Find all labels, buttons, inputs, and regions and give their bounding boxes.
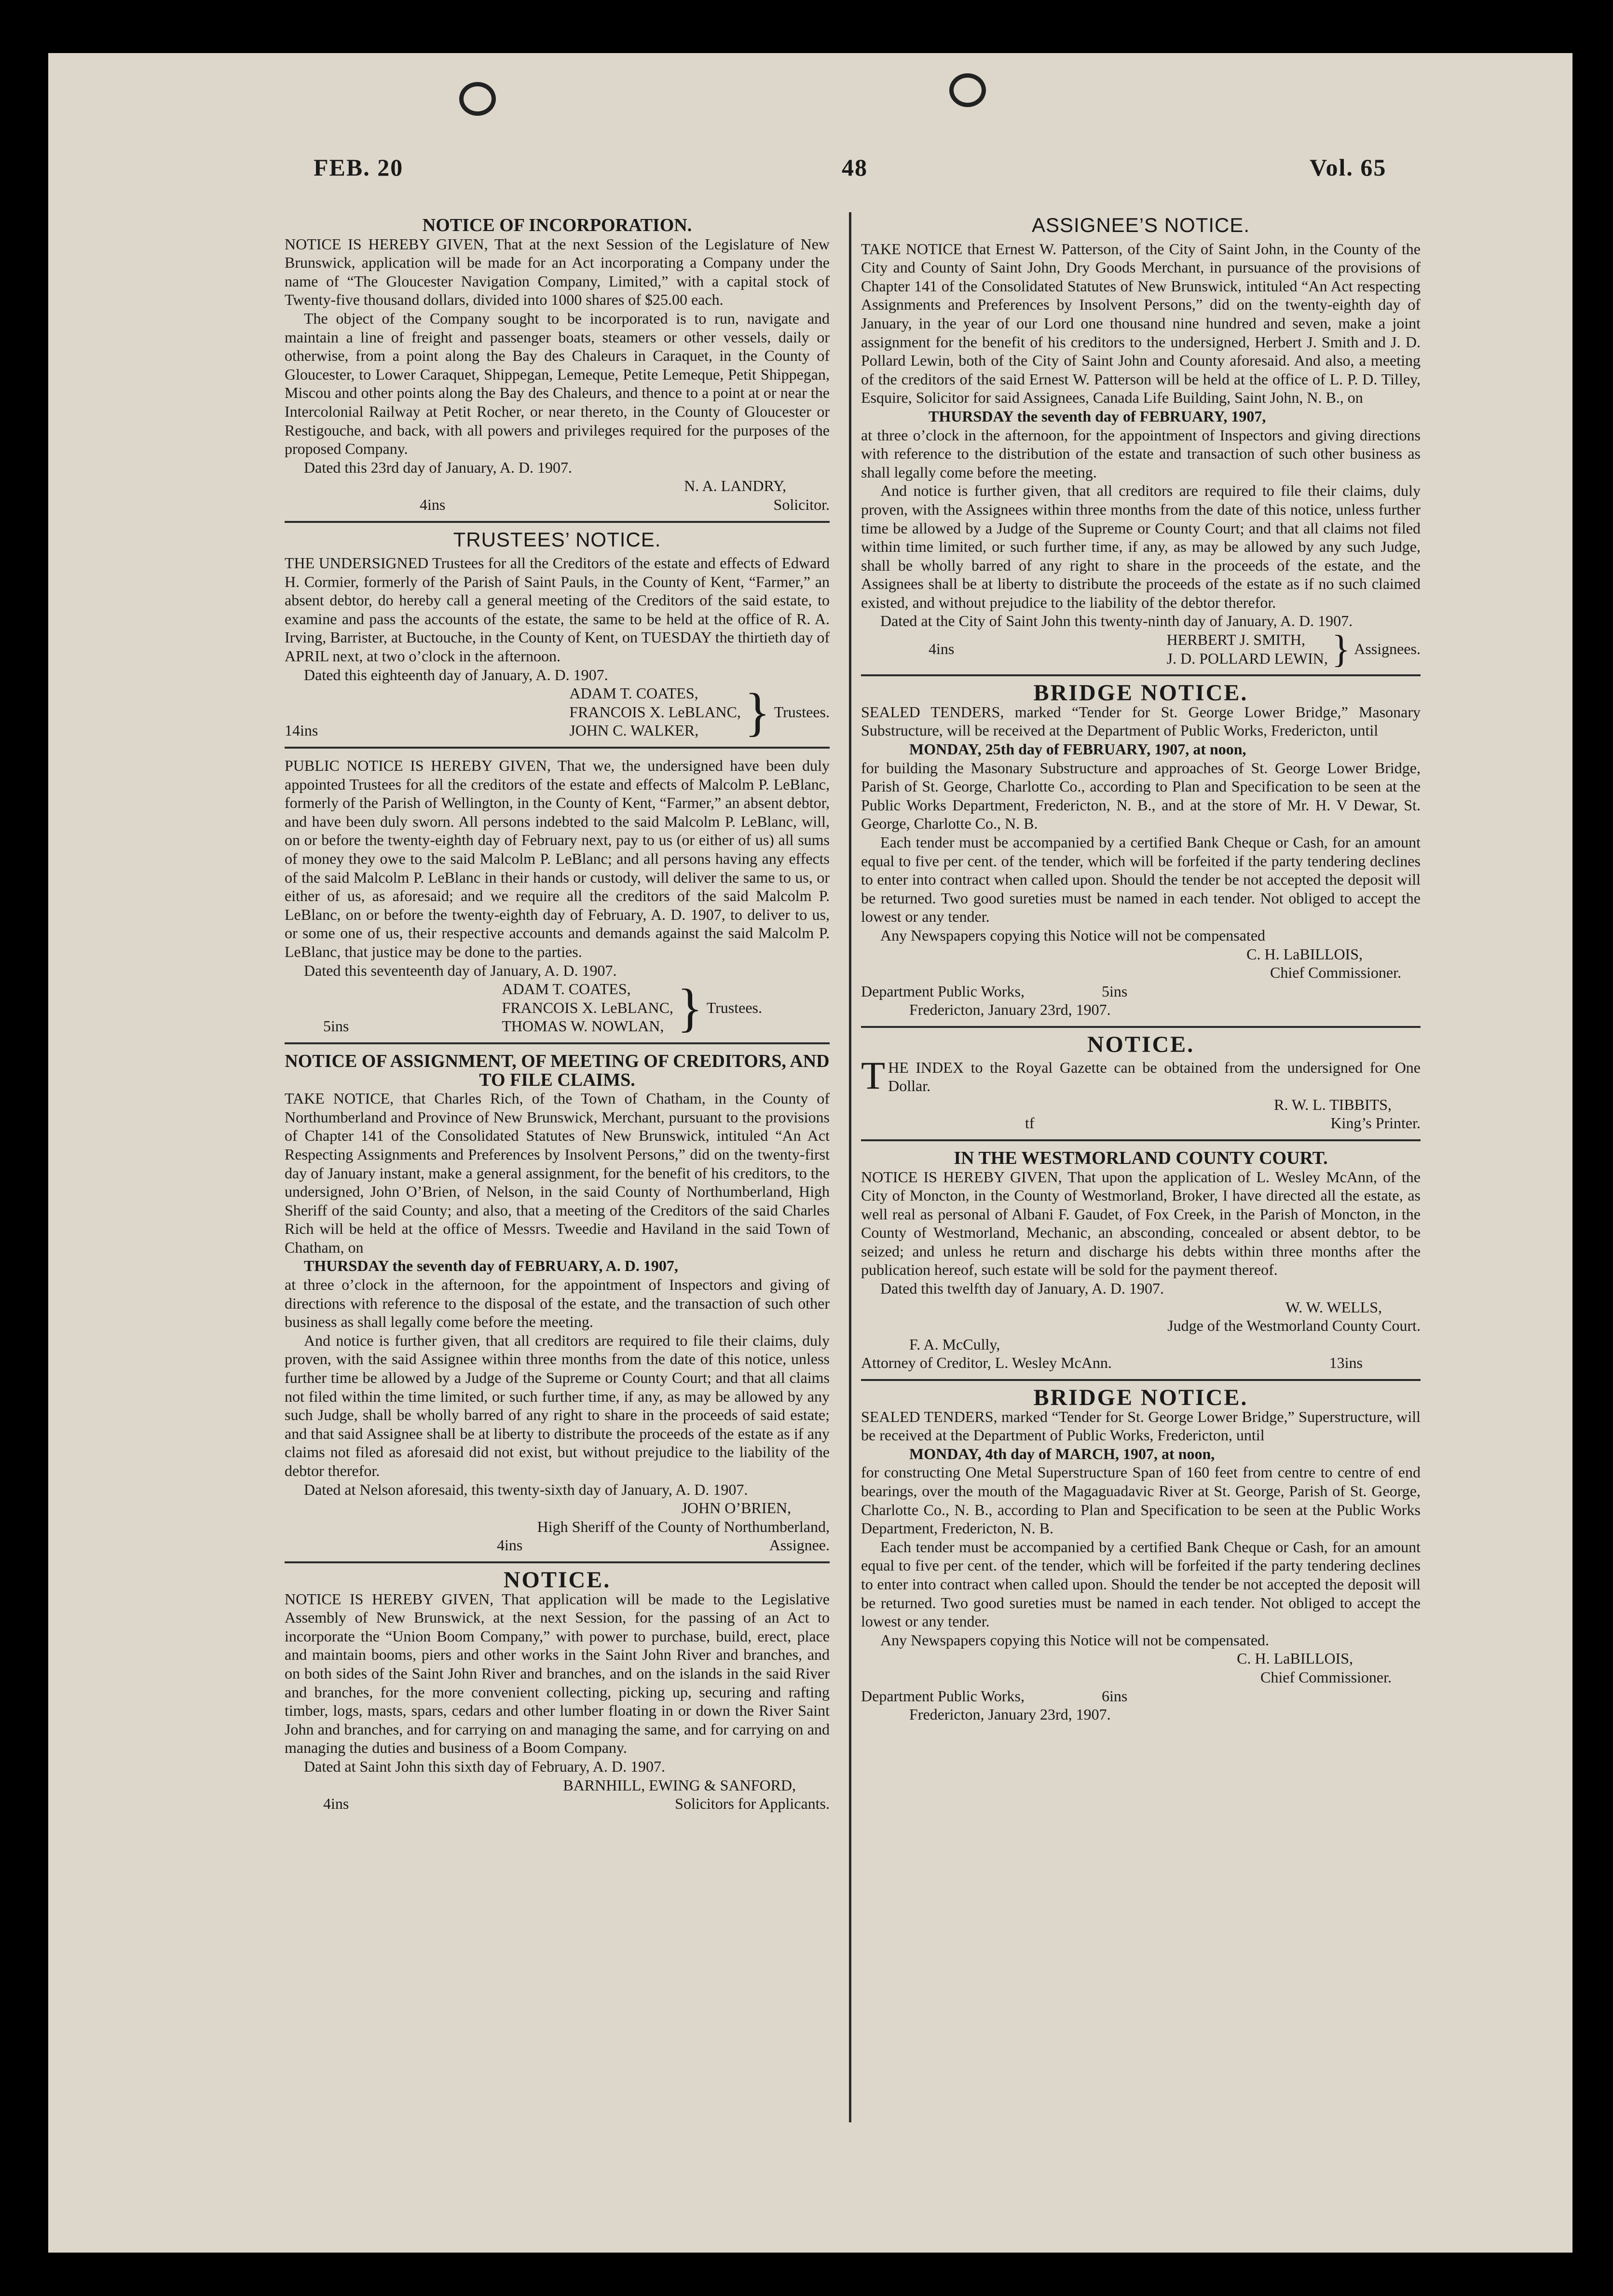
notice-paragraph: for constructing One Metal Superstructure Span of 160 feet from centre to centre of end bearings, over the mouth of the Magaguadavic River at St. George, Parish of St. George, Charlotte Co., N. B., according to Plan and Specification to be seen at the Public Works Department, Fredericton, N. B. [861, 1463, 1421, 1537]
insertion-count: 14ins [285, 722, 318, 739]
notice-paragraph: And notice is further given, that all creditors are required to file their claims, duly proven, with the Assignees within three months from the date of this notice, unless further time be allowed by a Judge of the Supreme or County Court; and that all claims not filed within time limited, or such further time, if any, as may be allowed by any such Judge, shall be wholly barred of any right to share in the proceeds of the estate, and the Assignees shall be at liberty to distribute the proceeds of the estate as if no such claimed existed, and without prejudice to the liability of the debtor therefor. [861, 482, 1421, 611]
header-page-number: 48 [842, 154, 868, 181]
insertion-code: tf [1025, 1114, 1035, 1132]
dated-line: Dated this twelfth day of January, A. D. 1907. [880, 1280, 1164, 1298]
place-date: Fredericton, January 23rd, 1907. [909, 1706, 1111, 1723]
binding-hole [949, 73, 986, 107]
insertion-count: 4ins [929, 640, 955, 658]
signer: C. H. LaBILLOIS, [1237, 1650, 1353, 1667]
place-date: Fredericton, January 23rd, 1907. [909, 1001, 1111, 1019]
dated-line: Dated this seventeenth day of January, A. D. 1907. [304, 961, 617, 979]
notice-paragraph: SEALED TENDERS, marked “Tender for St. George Lower Bridge,” Masonary Substructure, will be received at the Department of Public Works, Fredericton, until [861, 703, 1421, 739]
trustee-name: ADAM T. COATES, [569, 684, 698, 702]
notice-title: NOTICE. [503, 1567, 611, 1593]
dated-line: Dated at Saint John this sixth day of February, A. D. 1907. [304, 1757, 665, 1775]
brace: } [677, 978, 703, 1038]
insertion-count: 4ins [497, 1536, 523, 1554]
tender-deadline: MONDAY, 25th day of FEBRUARY, 1907, at noon, [909, 740, 1246, 758]
insertion-count: 4ins [323, 1795, 349, 1813]
signer: JOHN O’BRIEN, [681, 1499, 791, 1517]
dated-line: Dated this eighteenth day of January, A. D. 1907. [304, 666, 608, 683]
notice-paragraph: for building the Masonary Substructure and approaches of St. George Lower Bridge, Parish of St. George, Charlotte Co., according to Plan and Specification to be seen at the Public Works Department, Fredericton, N. B., and at the store of Mr. H. V Dewar, St. George, Charlotte Co., N. B. [861, 759, 1421, 833]
drop-cap: T [861, 1053, 886, 1097]
notice-paragraph: NOTICE IS HEREBY GIVEN, That upon the application of L. Wesley McAnn, of the City of Moncton, in the County of Westmorland, Broker, I have directed all the estate, as well real as personal of Albani F. Gaudet, of Fox Creek, in the Parish of Moncton, in the County of Westmorland, Mechanic, an absconding, concealed or absent debtor, to be seized; and unless he return and discharge his debts within three months after the publication hereof, such estate will be sold for the payment thereof. [861, 1168, 1421, 1279]
left-column [285, 216, 830, 1813]
trustee-name: FRANCOIS X. LeBLANC, [502, 998, 673, 1016]
notice-paragraph: SEALED TENDERS, marked “Tender for St. George Lower Bridge,” Superstructure, will be received at the Department of Public Works, Fredericton, until [861, 1408, 1421, 1444]
notice-title: ASSIGNEE’S NOTICE. [1031, 214, 1250, 236]
divider [861, 1379, 1421, 1381]
dated-line: Dated this 23rd day of January, A. D. 1907. [304, 458, 573, 476]
trustee-name: THOMAS W. NOWLAN, [502, 1017, 664, 1035]
assignee-name: HERBERT J. SMITH, [1166, 631, 1305, 649]
signer-role: Solicitor. [773, 495, 830, 513]
trustee-name: FRANCOIS X. LeBLANC, [569, 703, 741, 721]
divider [285, 521, 830, 523]
header-date: FEB. 20 [314, 154, 404, 181]
notice-paragraph: THE UNDERSIGNED Trustees for all the Creditors of the estate and effects of Edward H. Cormier, formerly of the Parish of Saint Pauls, in the County of Kent, “Farmer,” an absent debtor, do hereby call a general meeting of the Creditors of the said estate, to examine and pass the accounts of the estate, the same to be held at the office of R. A. Irving, Barrister, at Buctouche, in the County of Kent, on TUESDAY the thirtieth day of APRIL next, at two o’clock in the afternoon. [285, 554, 830, 665]
notice-title: IN THE WESTMORLAND COUNTY COURT. [954, 1148, 1328, 1168]
divider [285, 1042, 830, 1044]
insertion-count: 6ins [1102, 1687, 1128, 1705]
notice-paragraph: NOTICE IS HEREBY GIVEN, That at the next Session of the Legislature of New Brunswick, application will be made for an Act incorporating a Company under the name of “The Gloucester Navigation Company, Limited,” with a capital stock of Twenty-five thousand dollars, divided into 1000 shares of $25.00 each. [285, 235, 830, 309]
divider [861, 1139, 1421, 1141]
signer-role: Trustees. [706, 998, 762, 1016]
header-volume: Vol. 65 [1310, 154, 1387, 181]
notice-paragraph: Each tender must be accompanied by a certified Bank Cheque or Cash, for an amount equal to five per cent. of the tender, which will be forfeited if the party tendering declines to enter into contract when called upon. Should the tender be not accepted the deposit will be returned. Two good sureties must be named in each tender. Not obliged to accept the lowest or any tender. [861, 834, 1421, 926]
department: Department Public Works, [861, 982, 1025, 1000]
divider [861, 1026, 1421, 1028]
signer-role: Chief Commissioner. [1260, 1668, 1392, 1686]
attorney-role: Attorney of Creditor, L. Wesley McAnn. [861, 1354, 1112, 1372]
brace: } [1331, 628, 1351, 670]
column-divider [849, 212, 851, 2122]
signer-role: Judge of the Westmorland County Court. [1167, 1317, 1421, 1335]
notice-title: NOTICE OF ASSIGNMENT, OF MEETING OF CREDITORS, AND TO FILE CLAIMS. [285, 1051, 830, 1090]
notice-paragraph: HE INDEX to the Royal Gazette can be obtained from the undersigned for One Dollar. [888, 1058, 1421, 1095]
notice-paragraph: And notice is further given, that all creditors are required to file their claims, duly proven, with the said Assignee within three months from the date of this notice, unless further time be allowed by a Judge of the Supreme or County Court; and that all claims not filed within the time limited, or such further time, if any, as may be allowed by any such Judge, shall be wholly barred of any right to share in the proceeds of said estate; and that said Assignee shall be at liberty to distribute the proceeds of the estate as if any claims not filed as aforesaid did not exist, but without prejudice to the liability of the debtor therefor. [285, 1331, 830, 1479]
divider [285, 747, 830, 749]
notice-title: NOTICE. [1087, 1031, 1195, 1057]
meeting-date: THURSDAY the seventh day of FEBRUARY, 1907, [929, 407, 1266, 425]
trustee-name: ADAM T. COATES, [502, 980, 631, 998]
notice-title: BRIDGE NOTICE. [1033, 680, 1248, 706]
signer-role: Assignees. [1354, 640, 1421, 658]
signer: W. W. WELLS, [1285, 1298, 1382, 1316]
notice-paragraph: TAKE NOTICE, that Charles Rich, of the Town of Chatham, in the County of Northumberland and Province of New Brunswick, Merchant, pursuant to the provisions of Chapter 141 of the Consolidated Statutes of New Brunswick, intituled “An Act Respecting Assignments and Preferences by Insolvent Persons,” did on the twenty-first day of January instant, make a general assignment, for the benefit of his creditors, to the undersigned, John O’Brien, of Nelson, in the said County of Northumberland, High Sheriff of the said County; and also, that a meeting of the Creditors of the said Charles Rich will be held at the office of Messrs. Tweedie and Haviland in the said Town of Chatham, on [285, 1090, 830, 1256]
attorney: F. A. McCully, [909, 1335, 1000, 1353]
notice-title: BRIDGE NOTICE. [1033, 1385, 1248, 1411]
signer-role: High Sheriff of the County of Northumberland, [537, 1517, 830, 1535]
divider [285, 1561, 830, 1563]
notice-title: TRUSTEES’ NOTICE. [453, 528, 661, 551]
notice-paragraph: Any Newspapers copying this Notice will not be compensated. [880, 1631, 1270, 1649]
insertion-count: 13ins [1329, 1354, 1363, 1372]
tender-deadline: MONDAY, 4th day of MARCH, 1907, at noon, [909, 1445, 1215, 1462]
divider [861, 674, 1421, 676]
signer: BARNHILL, EWING & SANFORD, [563, 1776, 796, 1794]
insertion-count: 5ins [1102, 982, 1128, 1000]
binding-hole [459, 82, 496, 116]
insertion-count: 5ins [323, 1017, 349, 1035]
insertion-count: 4ins [420, 495, 446, 513]
trustee-name: JOHN C. WALKER, [569, 722, 699, 739]
notice-paragraph: Each tender must be accompanied by a certified Bank Cheque or Cash, for an amount equal to five per cent. of the tender, which will be forfeited if the party tendering declines to enter into contract when called upon. Should the tender be not accepted the deposit will be returned. Two good sureties must be named in each tender. Not obliged to accept the lowest or any tender. [861, 1538, 1421, 1630]
signer-role: Assignee. [769, 1536, 830, 1554]
signer: C. H. LaBILLOIS, [1246, 945, 1363, 963]
notice-paragraph: The object of the Company sought to be incorporated is to run, navigate and maintain a line of freight and passenger boats, steamers or other vessels, daily or otherwise, from a point along the Bay des Chaleurs in Caraquet, in the County of Gloucester, to Lower Caraquet, Shippegan, Lemeque, Petite Lemeque, Petit Shippegan, Miscou and other points along the Bay des Chaleurs, and thence to a point at or near the Intercolonial Railway at Petit Rocher, or near thereto, in the County of Gloucester or Restigouche, and back, with all powers and privileges required for the purposes of the proposed Company. [285, 309, 830, 458]
notice-paragraph: PUBLIC NOTICE IS HEREBY GIVEN, That we, the undersigned have been duly appointed Trustees for all the creditors of the estate and effects of Malcolm P. LeBlanc, formerly of the Parish of Wellington, in the County of Kent, “Farmer,” an absent debtor, and have been duly sworn. All persons indebted to the said Malcolm P. LeBlanc, will, on or before the twenty-eighth day of February next, pay to us (or either of us) all sums of money they owe to the said Malcolm P. LeBlanc; and all persons having any effects of the said Malcolm P. LeBlanc in their hands or custody, will deliver the same to us, or either of us, as aforesaid; and we require all the creditors of the said Malcolm P. LeBlanc, on or before the twenty-eighth day of February, A. D. 1907, to deliver to us, or some one of us, their respective accounts and demands against the said Malcolm P. LeBlanc, that justice may be done to the parties. [285, 757, 830, 960]
dated-line: Dated at the City of Saint John this twenty-ninth day of January, A. D. 1907. [880, 612, 1353, 630]
signer-role: Chief Commissioner. [1270, 964, 1401, 982]
department: Department Public Works, [861, 1687, 1025, 1705]
signer: R. W. L. TIBBITS, [1274, 1095, 1392, 1113]
signer-role: Trustees. [774, 703, 830, 721]
meeting-date: THURSDAY the seventh day of FEBRUARY, A. D. 1907, [304, 1257, 678, 1275]
dated-line: Dated at Nelson aforesaid, this twenty-sixth day of January, A. D. 1907. [304, 1480, 748, 1498]
notice-paragraph: Any Newspapers copying this Notice will not be compensated [880, 926, 1266, 944]
right-column [861, 216, 1421, 1724]
notice-paragraph: NOTICE IS HEREBY GIVEN, That application will be made to the Legislative Assembly of New Brunswick, at the next Session, for the passing of an Act to incorporate the “Union Boom Company,” with power to purchase, build, erect, place and maintain booms, piers and other works in the Saint John River and branches, and on both sides of the Saint John River and branches, and on the islands in the said River and branches, for the more convenient collecting, picking up, securing and rafting timber, logs, masts, spars, cedars and other lumber floating in or down the River Saint John and branches, and for carrying on and managing the same, and for carrying on and managing the duties and business of a Boom Company. [285, 1590, 830, 1757]
notice-paragraph: at three o’clock in the afternoon, for the appointment of Inspectors and giving directions with reference to the distribution of the estate and transaction of such other business as shall legally come before the meeting. [861, 426, 1421, 481]
signer: N. A. LANDRY, [684, 477, 786, 495]
assignee-name: J. D. POLLARD LEWIN, [1166, 649, 1328, 667]
signer-role: King’s Printer. [1330, 1114, 1421, 1132]
brace: } [744, 683, 770, 742]
notice-paragraph: at three o’clock in the afternoon, for the appointment of Inspectors and giving of directions with reference to the disposal of the estate, and the transaction of such other business as shall legally come before the meeting. [285, 1276, 830, 1331]
notice-paragraph: TAKE NOTICE that Ernest W. Patterson, of the City of Saint John, in the County of the City and County of Saint John, Dry Goods Merchant, in pursuance of the provisions of Chapter 141 of the Consolidated Statutes of New Brunswick, intituled “An Act respecting Assignments and Preferences by Insolvent Persons,” did on the twenty-eighth day of January, in the year of our Lord one thousand nine hundred and seven, make a joint assignment for the benefit of his creditors to the undersigned, Herbert J. Smith and J. D. Pollard Lewin, both of the City of Saint John and County aforesaid. And also, a meeting of the creditors of the said Ernest W. Patterson will be held at the office of L. P. D. Tilley, Esquire, Solicitor for said Assignees, Canada Life Building, Saint John, N. B., on [861, 240, 1421, 407]
signer-role: Solicitors for Applicants. [675, 1795, 830, 1813]
notice-title: NOTICE OF INCORPORATION. [422, 215, 692, 235]
